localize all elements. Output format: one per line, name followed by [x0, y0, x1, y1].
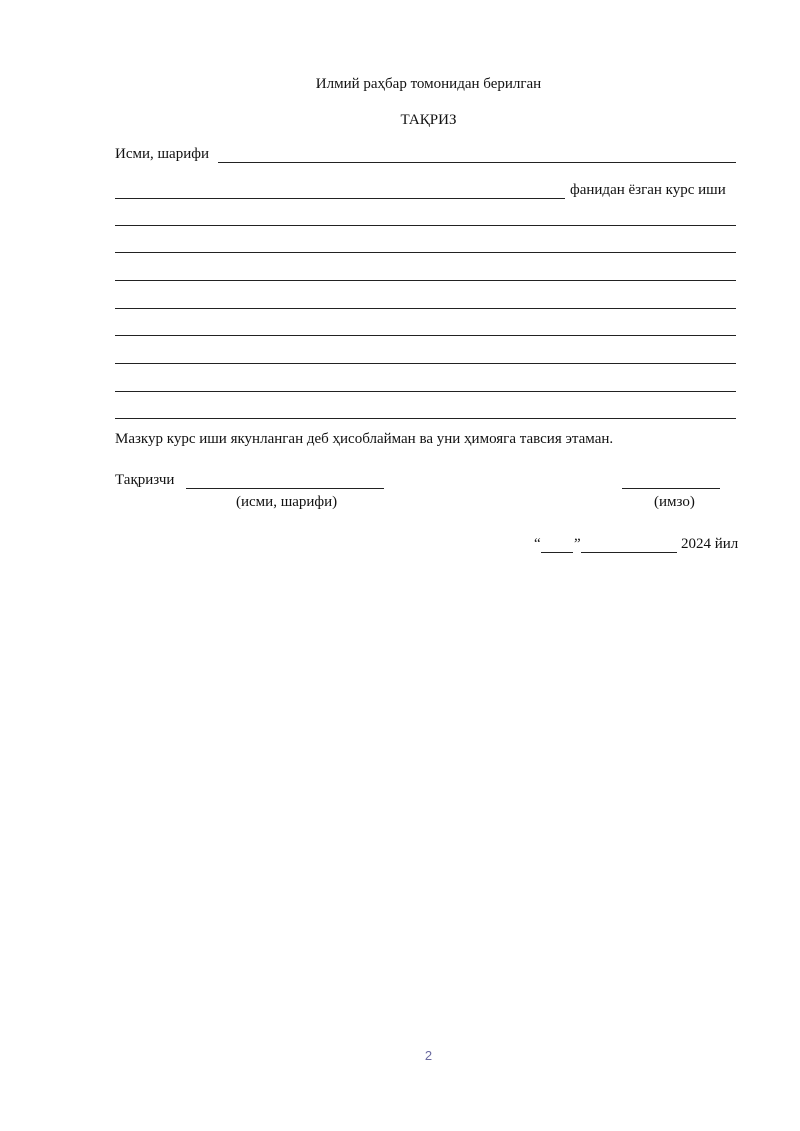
date-month-line [581, 552, 677, 553]
date-open-quote: “ [534, 536, 541, 552]
name-blank-line [218, 162, 736, 163]
subject-blank-line [115, 198, 565, 199]
subject-suffix: фанидан ёзган курс иши [570, 182, 726, 198]
reviewer-label: Тақризчи [115, 472, 175, 488]
review-line [115, 225, 736, 226]
review-line [115, 335, 736, 336]
review-line [115, 391, 736, 392]
date-year: 2024 йил [681, 536, 739, 552]
date-close-quote: ” [574, 536, 581, 552]
conclusion-text: Мазкур курс иши якунланган деб ҳисоблайман ва уни ҳимояга тавсия этаман. [115, 431, 614, 447]
document-heading: Илмий раҳбар томонидан берилган [315, 76, 542, 92]
reviewer-caption: (исми, шарифи) [236, 494, 338, 510]
signature-line [622, 488, 720, 489]
review-line [115, 280, 736, 281]
date-day-line [541, 552, 573, 553]
review-line [115, 308, 736, 309]
review-line [115, 418, 736, 419]
review-line [115, 252, 736, 253]
page-number: 2 [424, 1048, 433, 1063]
document-title: ТАҚРИЗ [400, 112, 457, 128]
review-line [115, 363, 736, 364]
name-label: Исми, шарифи [115, 146, 209, 162]
reviewer-name-line [186, 488, 384, 489]
signature-caption: (имзо) [654, 494, 695, 510]
